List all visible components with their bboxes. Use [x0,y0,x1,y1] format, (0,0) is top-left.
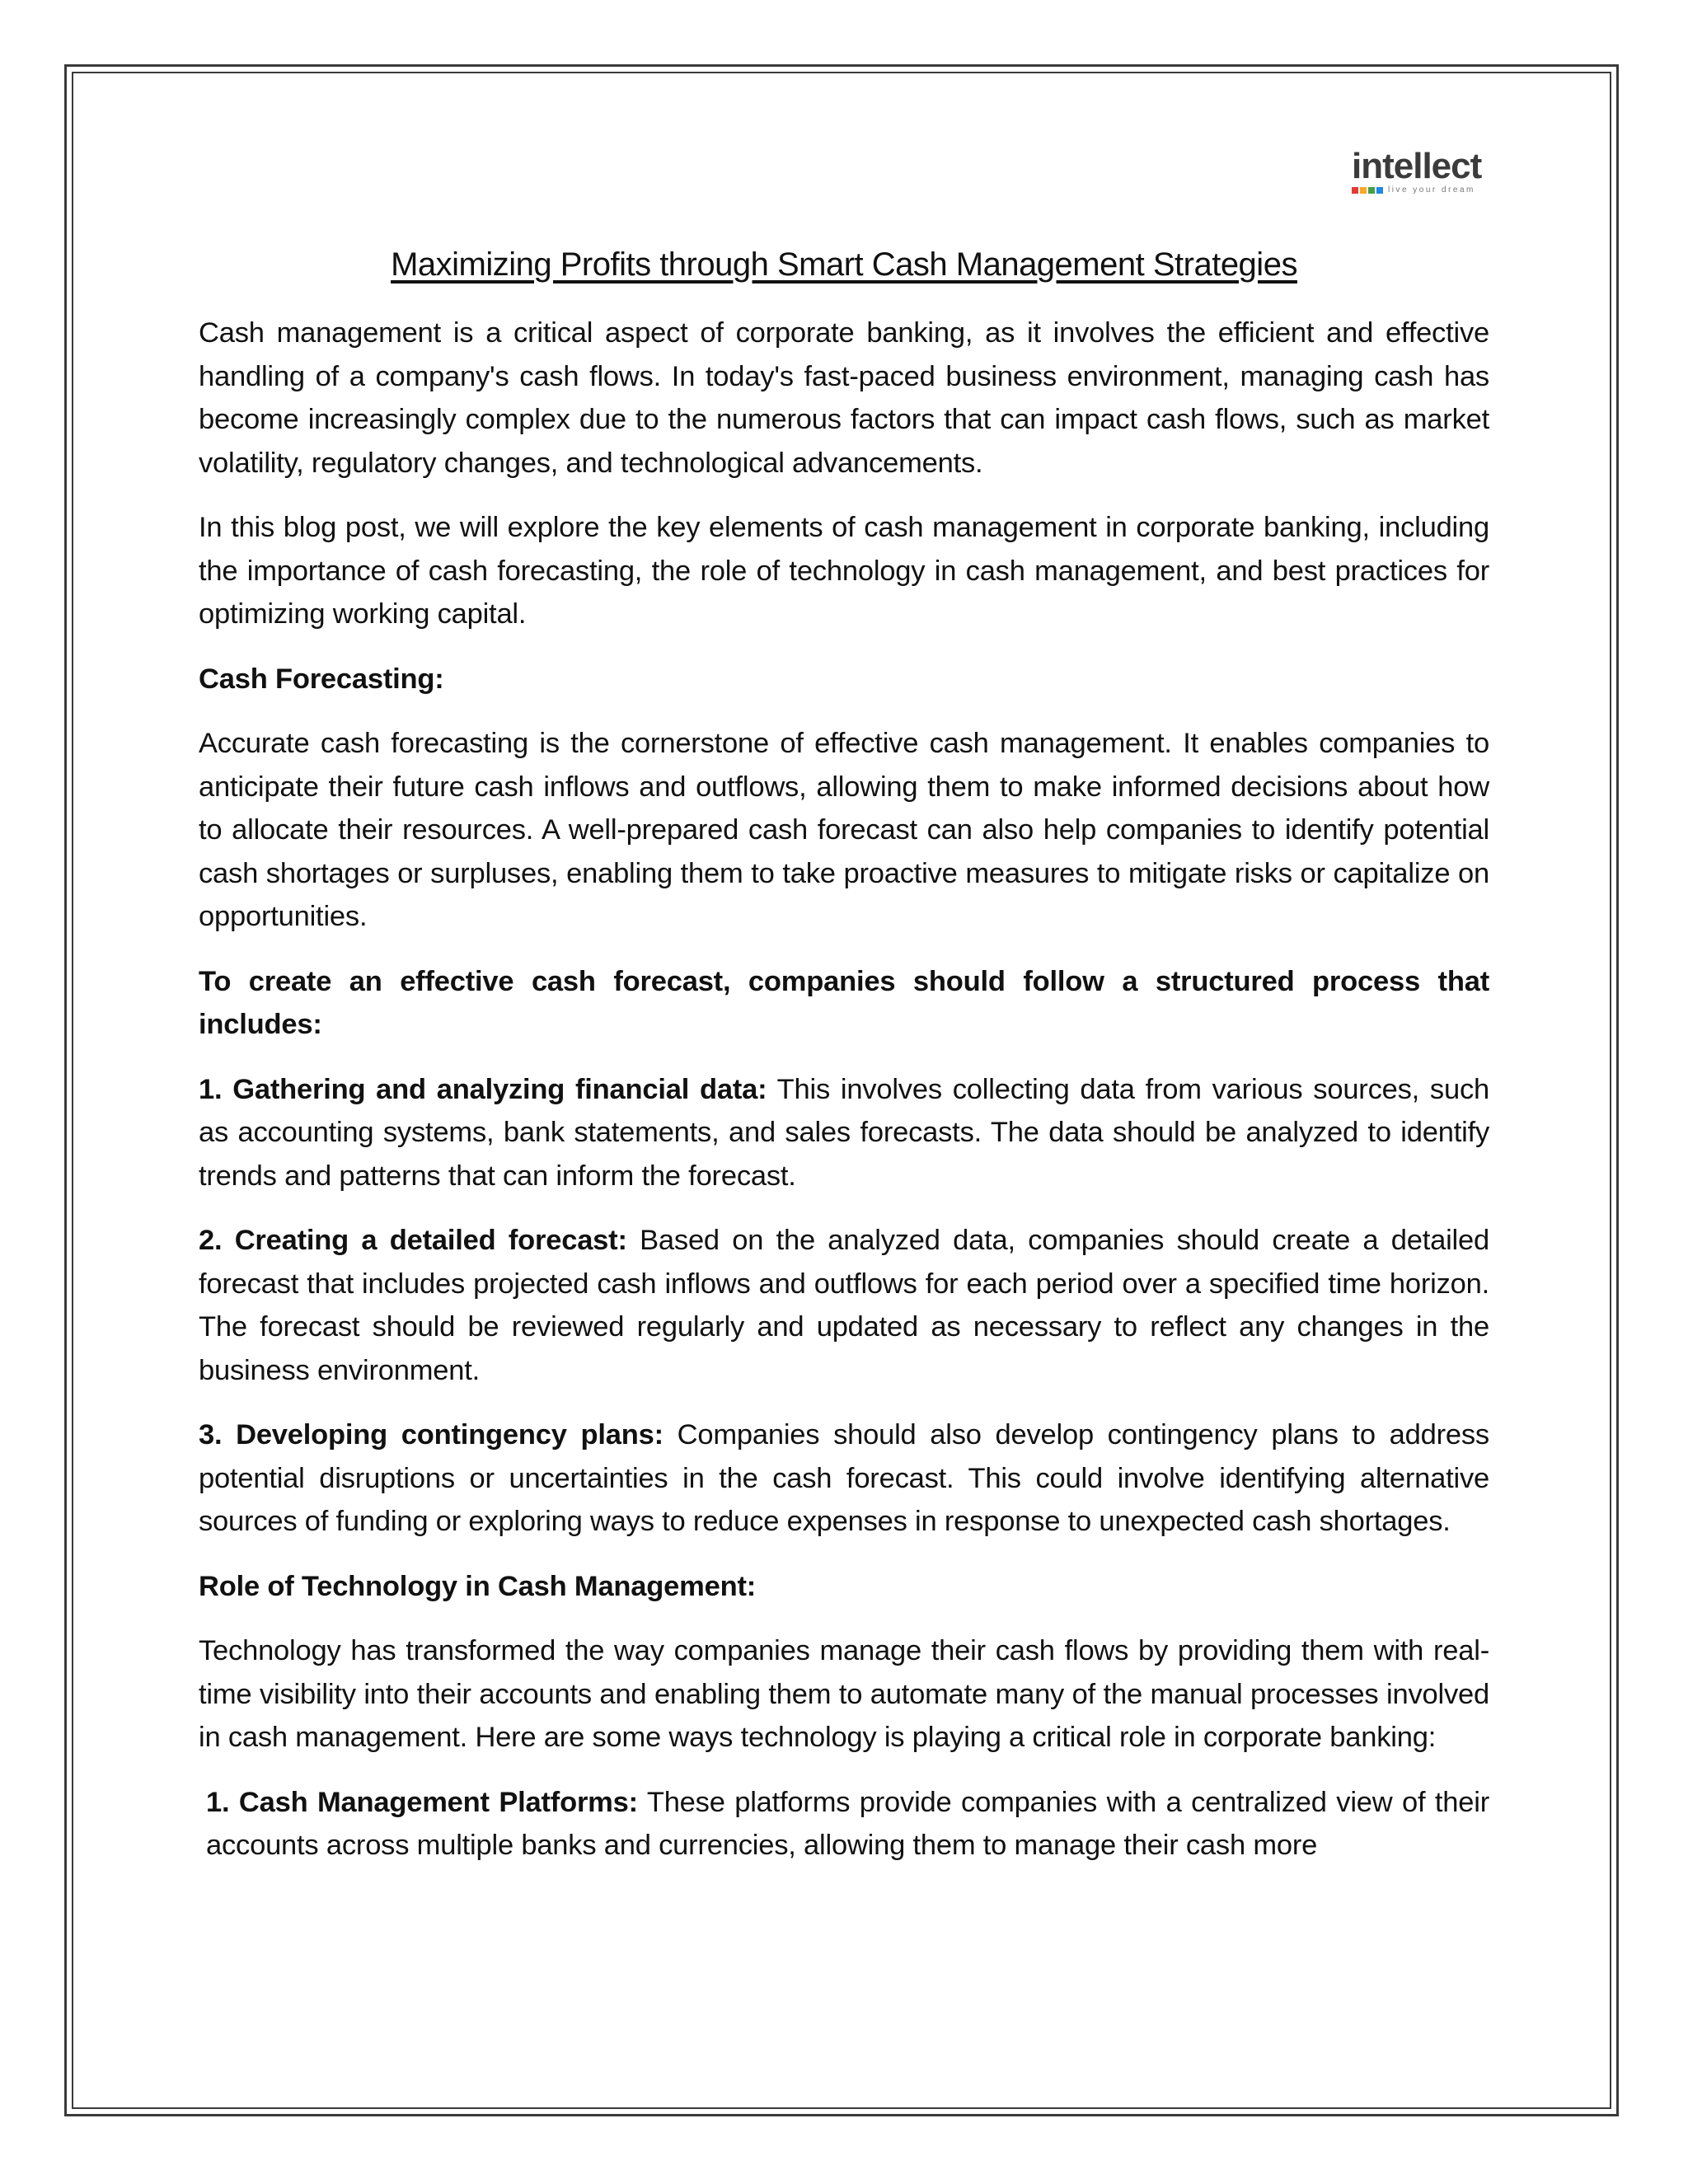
forecast-step-2-label: 2. Creating a detailed forecast: [199,1225,627,1256]
forecast-step-1-text: This involves collecting data from various sources, such as accounting systems, bank statements, and sales forecasts. The data should be analyzed to identify trends and patterns that can inform the forecast. [199,1073,1489,1192]
logo-tagline: live your dream [1388,185,1475,194]
forecast-step-1-label: 1. Gathering and analyzing financial data: [199,1073,767,1105]
technology-paragraph: Technology has transformed the way companies manage their cash flows by providing them with real-time visibility into their accounts and enabling them to automate many of the manual processes involved in cash management. Here are some ways technology is playing a critical role in corporate banking: [199,1635,1489,1753]
document-body [199,242,1489,1889]
technology-item-1 [199,1781,1489,1868]
document-title: Maximizing Profits through Smart Cash Management Strategies [391,246,1297,283]
technology-item-1-label: 1. Cash Management Platforms: [206,1786,638,1818]
forecast-step-2 [199,1219,1489,1392]
logo-color-dots [1352,187,1383,194]
forecast-step-3-text: Companies should also develop contingency plans to address potential disruptions or uncertainties in the cash forecast. This could involve identifying alternative sources of funding or exploring ways to reduce expenses in response to unexpected cash shortages. [199,1419,1489,1537]
logo-dot-yellow [1360,187,1367,194]
logo-tag-row [1352,186,1492,194]
cash-forecasting-paragraph: Accurate cash forecasting is the cornerstone of effective cash management. It enables companies to anticipate their future cash inflows and outflows, allowing them to make informed decisions about how to allocate their resources. A well-prepared cash forecast can also help companies to identify potential cash shortages or surpluses, enabling them to take proactive measures to mitigate risks or capitalize on opportunities. [199,728,1489,932]
intellect-logo [1352,148,1492,194]
technology-item-1-text: These platforms provide companies with a centralized view of their accounts across multiple banks and currencies, allowing them to manage their cash more [206,1786,1489,1861]
forecast-step-3 [199,1413,1489,1544]
forecast-step-1 [199,1068,1489,1198]
forecast-process-heading: To create an effective cash forecast, companies should follow a structured process that includes: [199,965,1489,1040]
logo-dot-blue [1376,187,1383,194]
logo-wordmark: intellect [1352,146,1482,186]
section-heading-cash-forecasting: Cash Forecasting: [199,663,444,695]
logo-dot-red [1352,187,1358,194]
forecast-step-2-text: Based on the analyzed data, companies should create a detailed forecast that includes projected cash inflows and outflows for each period over a specified time horizon. The forecast should be reviewed regularly and updated as necessary to reflect any changes in the business environment. [199,1225,1489,1386]
logo-dot-green [1368,187,1375,194]
intro-paragraph-2: In this blog post, we will explore the key elements of cash management in corporate banking, including the importance of cash forecasting, the role of technology in cash management, and best practices for optimizing working capital. [199,512,1489,630]
section-heading-technology: Role of Technology in Cash Management: [199,1570,757,1602]
forecast-step-3-label: 3. Developing contingency plans: [199,1419,663,1451]
intro-paragraph-1: Cash management is a critical aspect of corporate banking, as it involves the efficient and effective handling of a company's cash flows. In today's fast-paced business environment, managing cash has become increasingly complex due to the numerous factors that can impact cash flows, such as market volatility, regulatory changes, and technological advancements. [199,317,1489,479]
